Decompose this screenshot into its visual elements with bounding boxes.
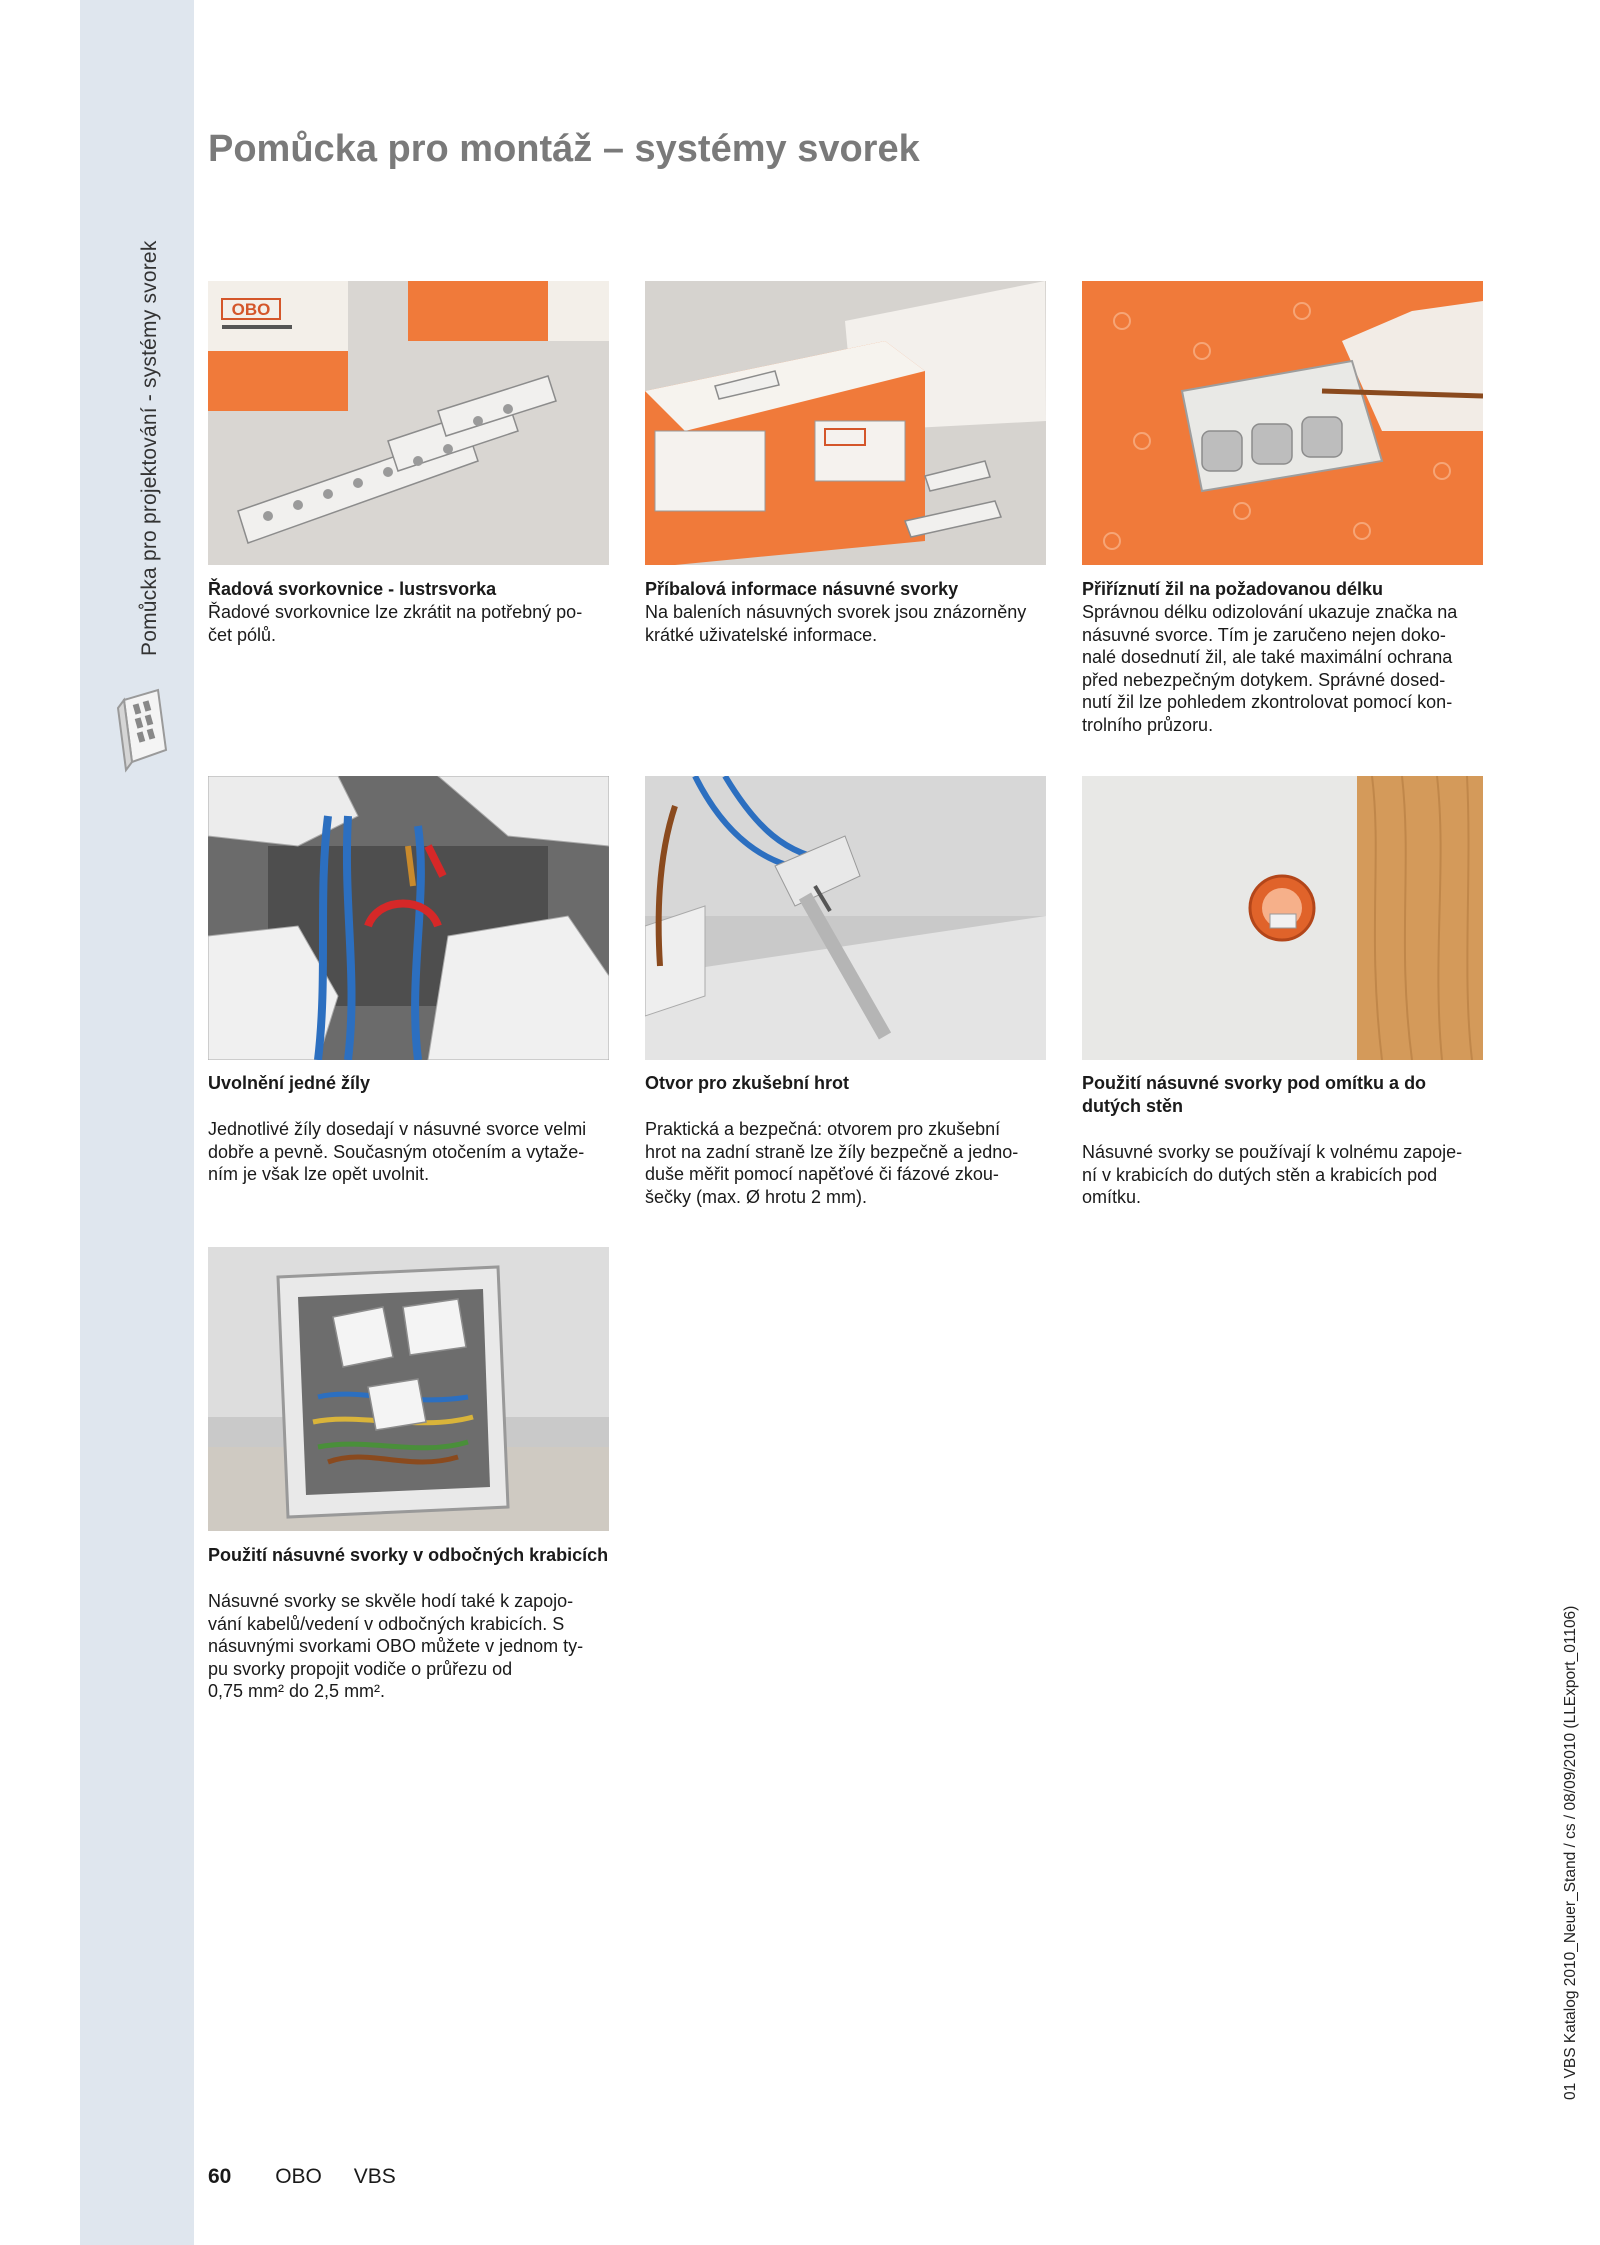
obo-logo-text: OBO xyxy=(231,300,271,319)
caption-title: Použití násuvné svorky pod omítku a do dutých stěn xyxy=(1082,1073,1427,1116)
footer-section: VBS xyxy=(353,2165,396,2188)
caption-title: Použití násuvné svorky v odbočných krabicích xyxy=(208,1545,609,1565)
caption-text: Na baleních násuvných svorek jsou znázorněny krátké uživatelské informace. xyxy=(645,602,1027,645)
page-number: 60 xyxy=(208,2165,232,2188)
caption-text: Násuvné svorky se skvěle hodí také k zapojo- vání kabelů/vedení v odbočných krabicích. S násuvnými svorkami OBO můžete v jednom ty- pu svorky propojit vodiče o průřezu od 0,75 mm² do 2,5 mm². xyxy=(208,1591,584,1701)
caption-title: Přiříznutí žil na požadovanou délku xyxy=(1082,579,1384,599)
photo-releasing-wire xyxy=(208,776,609,1060)
catalog-meta: 01 VBS Katalog 2010_Neuer_Stand / cs / 08/09/2010 (LLExport_01106) xyxy=(1562,1605,1579,2100)
side-band xyxy=(80,0,194,2245)
caption-text: Praktická a bezpečná: otvorem pro zkušební hrot na zadní straně lze žíly bezpečně a jedno- duše měřit pomocí napěťové či fázové zkou- šečky (max. Ø hrotu 2 mm). xyxy=(645,1119,1019,1207)
photo-junction-box xyxy=(208,1247,609,1531)
page-title: Pomůcka pro montáž – systémy svorek xyxy=(208,128,920,170)
caption-text: Řadové svorkovnice lze zkrátit na potřebný po- čet pólů. xyxy=(208,602,583,645)
caption-title: Příbalová informace násuvné svorky xyxy=(645,579,959,599)
photo-flush-box xyxy=(1082,776,1483,1060)
caption-text: Správnou délku odizolování ukazuje značka na násuvné svorce. Tím je zaručeno nejen doko- nalé dosednutí žil, ale také maximální ochrana před nebezpečným dotykem. Správné dosed- nutí žil lze pohledem zkontrolovat pomocí kon- trolního průzoru. xyxy=(1082,602,1458,735)
side-label: Pomůcka pro projektování - systémy svorek xyxy=(138,240,161,656)
photo-package-info xyxy=(645,281,1046,565)
footer-brand: OBO xyxy=(275,2165,322,2188)
caption-text: Jednotlivé žíly dosedají v násuvné svorce velmi dobře a pevně. Současným otočením a vytaže- ním je však lze opět uvolnit. xyxy=(208,1119,587,1184)
page-footer xyxy=(208,2165,396,2189)
caption-title: Řadová svorkovnice - lustrsvorka xyxy=(208,579,497,599)
photo-test-probe xyxy=(645,776,1046,1060)
photo-cutting-wires xyxy=(1082,281,1483,565)
photo-row-terminal-blocks xyxy=(208,281,609,565)
terminal-icon xyxy=(106,680,176,780)
caption-title: Uvolnění jedné žíly xyxy=(208,1073,371,1093)
caption-text: Násuvné svorky se používají k volnému zapoje- ní v krabicích do dutých stěn a krabicích pod omítku. xyxy=(1082,1142,1463,1207)
caption-title: Otvor pro zkušební hrot xyxy=(645,1073,850,1093)
